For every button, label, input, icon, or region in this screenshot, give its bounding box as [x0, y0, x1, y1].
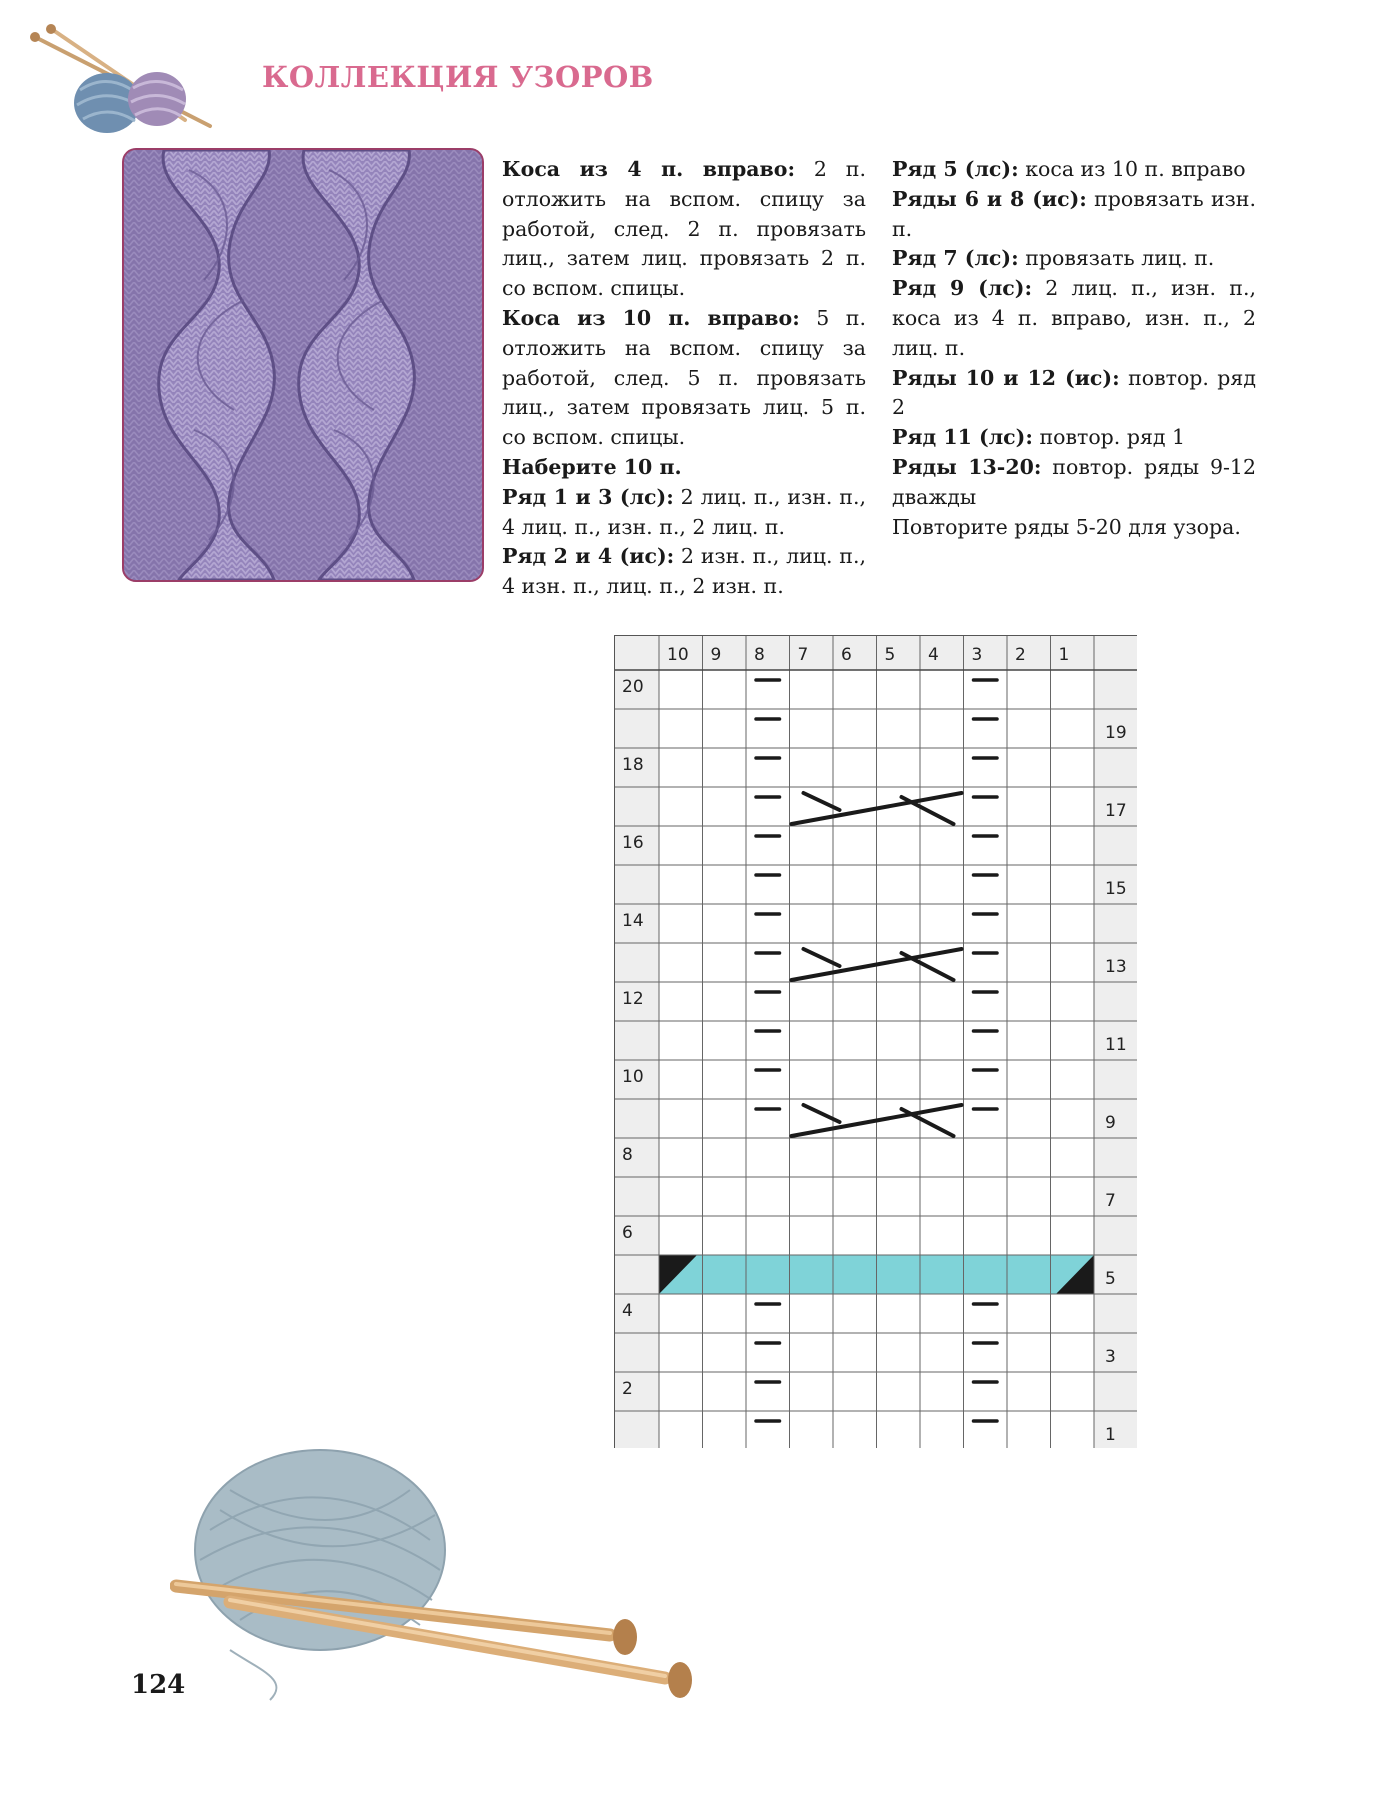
row-label-right: 11 — [1105, 1035, 1127, 1055]
yarn-balls-with-needles-icon — [25, 20, 225, 135]
instruction-cast-on: Наберите 10 п. — [502, 454, 682, 479]
row-label-right: 5 — [1105, 1269, 1116, 1289]
row-label-left: 14 — [622, 911, 644, 931]
instructions-left-column — [502, 155, 866, 602]
row-label-right: 19 — [1105, 723, 1127, 743]
column-label: 5 — [884, 645, 896, 665]
row-label-right: 7 — [1105, 1191, 1116, 1211]
column-label: 9 — [710, 645, 722, 665]
row-label-left: 8 — [622, 1145, 633, 1165]
column-label: 10 — [667, 645, 689, 665]
instruction-row-6-8: Ряды 6 и 8 (ис): провязать изн. п. — [892, 186, 1256, 241]
section-title: КОЛЛЕКЦИЯ УЗОРОВ — [262, 60, 654, 94]
instruction-row-1-3: Ряд 1 и 3 (лс): 2 лиц. п., изн. п., 4 лиц. п., изн. п., 2 лиц. п. — [502, 484, 866, 539]
row-label-left: 4 — [622, 1301, 633, 1321]
instruction-row-7: Ряд 7 (лс): провязать лиц. п. — [892, 246, 1215, 271]
column-label: 1 — [1058, 645, 1070, 665]
row-label-left: 16 — [622, 833, 644, 853]
instruction-row-9: Ряд 9 (лс): 2 лиц. п., изн. п., коса из 4 п. вправо, изн. п., 2 лиц. п. — [892, 276, 1256, 360]
instruction-row-10-12: Ряды 10 и 12 (ис): повтор. ряд 2 — [892, 365, 1256, 420]
row-label-right: 1 — [1105, 1425, 1116, 1445]
row-label-right: 3 — [1105, 1347, 1116, 1367]
row-label-right: 9 — [1105, 1113, 1116, 1133]
row-label-left: 20 — [622, 677, 644, 697]
cable-knit-swatch-photo — [122, 148, 484, 582]
column-label: 2 — [1015, 645, 1026, 665]
knitting-chart — [612, 633, 1137, 1448]
instruction-row-13-20: Ряды 13-20: повтор. ряды 9-12 дважды — [892, 454, 1257, 509]
instructions-right-column — [892, 155, 1256, 542]
column-label: 3 — [971, 645, 983, 665]
column-label: 8 — [754, 645, 765, 665]
row-label-right: 15 — [1105, 879, 1127, 899]
row-label-left: 12 — [622, 989, 644, 1009]
instruction-row-11: Ряд 11 (лс): повтор. ряд 1 — [892, 425, 1186, 450]
column-label: 6 — [841, 645, 852, 665]
row-label-left: 18 — [622, 755, 644, 775]
instruction-cable10: Коса из 10 п. вправо: 5 п. отложить на вспом. спицу за работой, след. 5 п. провязать лиц., затем провязать лиц. 5 п. со вспом. спицы. — [502, 305, 866, 450]
row-label-right: 17 — [1105, 801, 1127, 821]
yarn-ball-with-needles-icon — [170, 1430, 700, 1710]
row-label-left: 2 — [622, 1379, 633, 1399]
instruction-cable4: Коса из 4 п. вправо: 2 п. отложить на вспом. спицу за работой, след. 2 п. провязать лиц., затем лиц. провязать 2 п. со вспом. спицы. — [502, 157, 866, 301]
instruction-repeat: Повторите ряды 5-20 для узора. — [892, 514, 1241, 539]
row-label-left: 10 — [622, 1067, 644, 1087]
row-label-right: 13 — [1105, 957, 1127, 977]
column-label: 4 — [928, 645, 939, 665]
instruction-row-5: Ряд 5 (лс): коса из 10 п. вправо — [892, 157, 1246, 181]
page-number: 124 — [131, 1670, 186, 1700]
row-label-left: 6 — [622, 1223, 633, 1243]
instruction-row-2-4: Ряд 2 и 4 (ис): 2 изн. п., лиц. п., 4 изн. п., лиц. п., 2 изн. п. — [502, 544, 866, 599]
column-label: 7 — [797, 645, 809, 665]
